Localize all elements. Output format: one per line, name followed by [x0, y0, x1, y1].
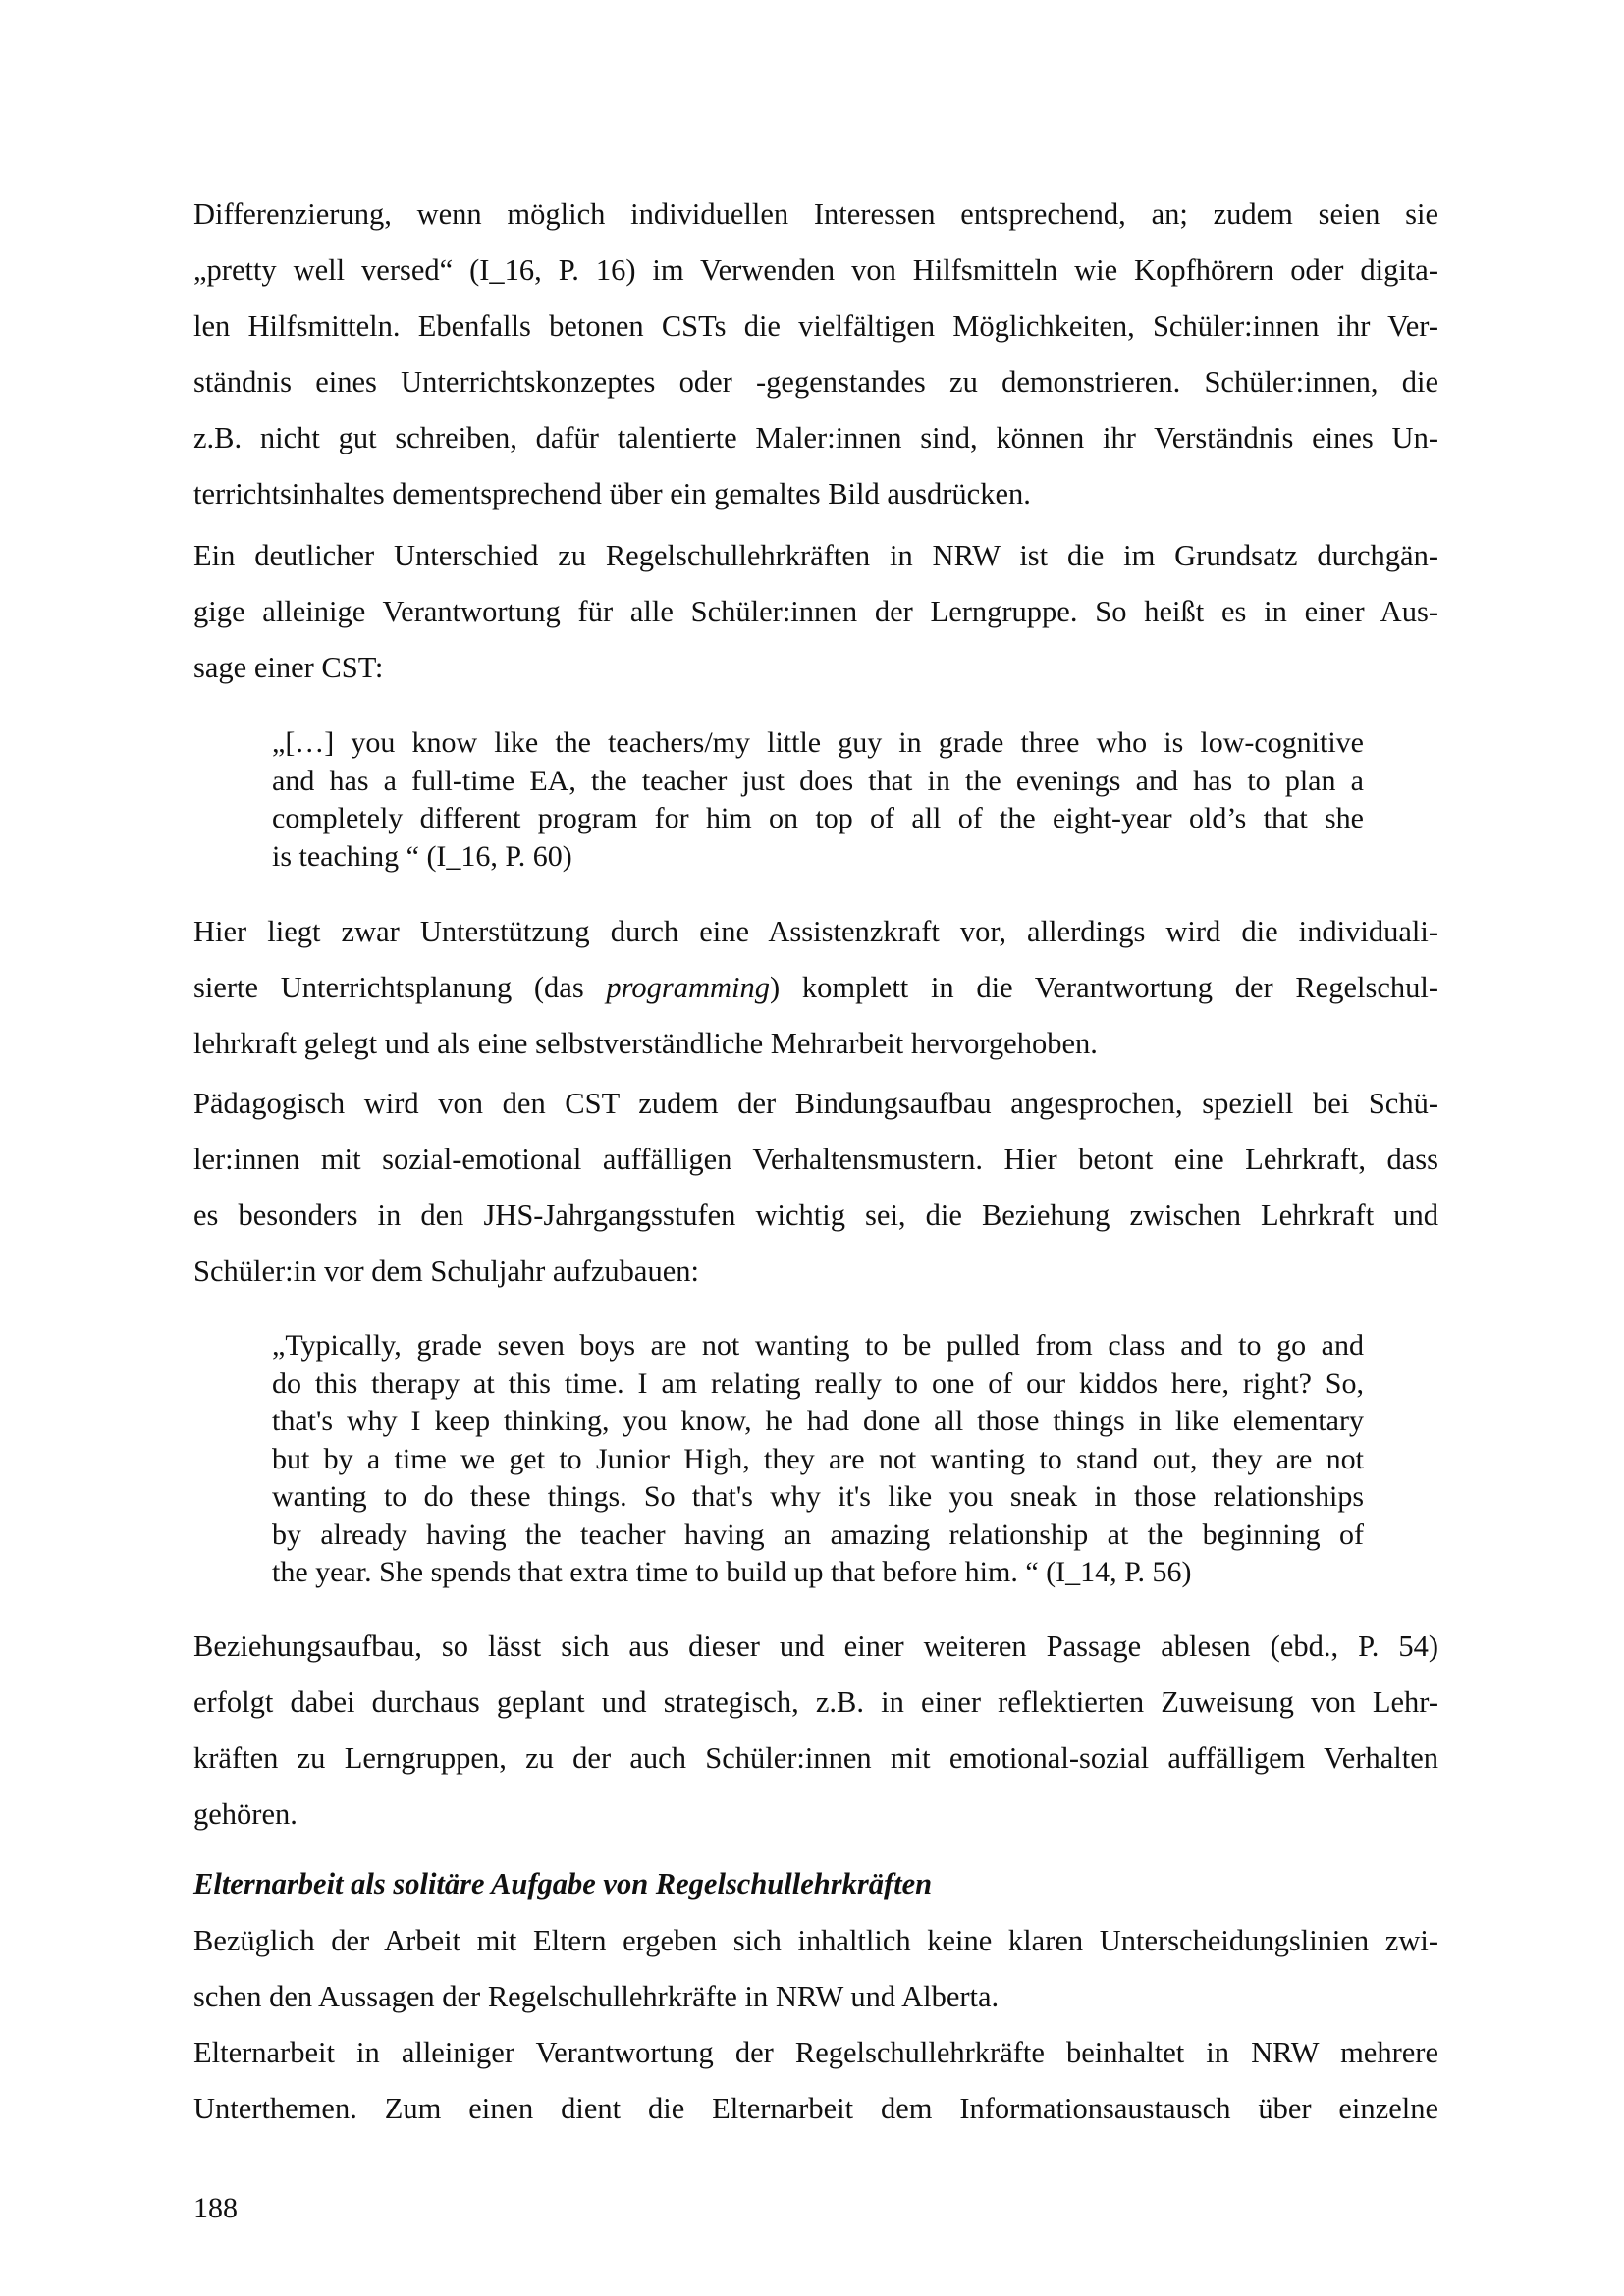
text-line: ständnis eines Unterrichtskonzeptes oder -gegenstandes zu demonstrieren. Schüler:innen, die	[193, 365, 1438, 399]
text-line: lehrkraft gelegt und als eine selbstverständliche Mehrarbeit hervorgehoben.	[193, 1027, 1098, 1060]
text-line: z.B. nicht gut schreiben, dafür talentierte Maler:innen sind, können ihr Verständnis eines Un-	[193, 421, 1438, 454]
quote-line: wanting to do these things. So that's why it's like you sneak in those relationships	[272, 1480, 1364, 1513]
quote-line: do this therapy at this time. I am relating really to one of our kiddos here, right? So,	[272, 1366, 1364, 1400]
page-number: 188	[193, 2192, 238, 2224]
text-line: Differenzierung, wenn möglich individuellen Interessen entsprechend, an; zudem seien sie	[193, 197, 1438, 231]
quote-line: the year. She spends that extra time to build up that before him. “ (I_14, P. 56)	[272, 1556, 1192, 1588]
text-line: Unterthemen. Zum einen dient die Elternarbeit dem Informationsaustausch über einzelne	[193, 2092, 1438, 2125]
text-line: kräften zu Lerngruppen, zu der auch Schüler:innen mit emotional-sozial auffälligem Verhalten	[193, 1741, 1438, 1775]
quote-line: is teaching “ (I_16, P. 60)	[272, 839, 572, 873]
block-quote-2	[272, 1327, 1364, 1592]
text-line: Ein deutlicher Unterschied zu Regelschullehrkräften in NRW ist die im Grundsatz durchgän-	[193, 539, 1438, 572]
quote-line: completely different program for him on top of all of the eight-year old’s that she	[272, 802, 1364, 834]
paragraph-unterschied	[193, 528, 1438, 696]
text-line: schen den Aussagen der Regelschullehrkräfte in NRW und Alberta.	[193, 1980, 1000, 2013]
text-line: Hier liegt zwar Unterstützung durch eine Assistenzkraft vor, allerdings wird die individuali-	[193, 915, 1438, 948]
text-segment: sierte Unterrichtsplanung (das	[193, 971, 607, 1004]
text-line: Pädagogisch wird von den CST zudem der Bindungsaufbau angesprochen, speziell bei Schü-	[193, 1087, 1438, 1120]
text-line: gehören.	[193, 1797, 298, 1831]
text-line: erfolgt dabei durchaus geplant und strategisch, z.B. in einer reflektierten Zuweisung von Lehr-	[193, 1685, 1438, 1719]
paragraph-bindungsaufbau	[193, 1076, 1438, 1300]
text-line: Beziehungsaufbau, so lässt sich aus dieser und einer weiteren Passage ablesen (ebd., P. 54)	[193, 1629, 1438, 1663]
block-quote-1	[272, 724, 1364, 876]
paragraph-beziehungsaufbau	[193, 1619, 1438, 1842]
text-line: Elternarbeit in alleiniger Verantwortung der Regelschullehrkräfte beinhaltet in NRW mehrere	[193, 2036, 1438, 2069]
text-line: Schüler:in vor dem Schuljahr aufzubauen:	[193, 1255, 699, 1288]
text-line: ler:innen mit sozial-emotional auffälligen Verhaltensmustern. Hier betont eine Lehrkraft, dass	[193, 1143, 1438, 1176]
text-segment: ) komplett in die Verantwortung der Regelschul-	[770, 971, 1438, 1004]
text-line: terrichtsinhaltes dementsprechend über ein gemaltes Bild ausdrücken.	[193, 477, 1031, 510]
paragraph-assistenzkraft	[193, 904, 1438, 1072]
quote-line: by already having the teacher having an amazing relationship at the beginning of	[272, 1518, 1364, 1551]
text-line: sage einer CST:	[193, 651, 384, 684]
text-line: len Hilfsmitteln. Ebenfalls betonen CSTs die vielfältigen Möglichkeiten, Schüler:innen ihr Ver-	[193, 309, 1438, 343]
text-line: es besonders in den JHS-Jahrgangsstufen wichtig sei, die Beziehung zwischen Lehrkraft und	[193, 1199, 1438, 1232]
italic-term: programming	[606, 971, 771, 1004]
quote-line: and has a full-time EA, the teacher just does that in the evenings and has to plan a	[272, 764, 1364, 797]
text-line: „pretty well versed“ (I_16, P. 16) im Verwenden von Hilfsmitteln wie Kopfhörern oder digita-	[193, 253, 1438, 287]
paragraph-elternarbeit-nrw	[193, 2025, 1438, 2137]
text-line: gige alleinige Verantwortung für alle Schüler:innen der Lerngruppe. So heißt es in einer Aus-	[193, 595, 1438, 628]
paragraph-differenzierung	[193, 187, 1438, 522]
quote-line: but by a time we get to Junior High, they are not wanting to stand out, they are not	[272, 1442, 1364, 1475]
text-line: Bezüglich der Arbeit mit Eltern ergeben sich inhaltlich keine klaren Unterscheidungslinien zwi-	[193, 1924, 1438, 1957]
quote-line: „Typically, grade seven boys are not wanting to be pulled from class and to go and	[272, 1329, 1364, 1362]
quote-line: that's why I keep thinking, you know, he had done all those things in like elementary	[272, 1405, 1364, 1437]
paragraph-eltern-arbeit	[193, 1913, 1438, 2025]
quote-line: „[…] you know like the teachers/my little guy in grade three who is low-cognitive	[272, 726, 1364, 759]
text-line	[193, 960, 1438, 1016]
section-heading: Elternarbeit als solitäre Aufgabe von Regelschullehrkräften	[193, 1867, 933, 1900]
